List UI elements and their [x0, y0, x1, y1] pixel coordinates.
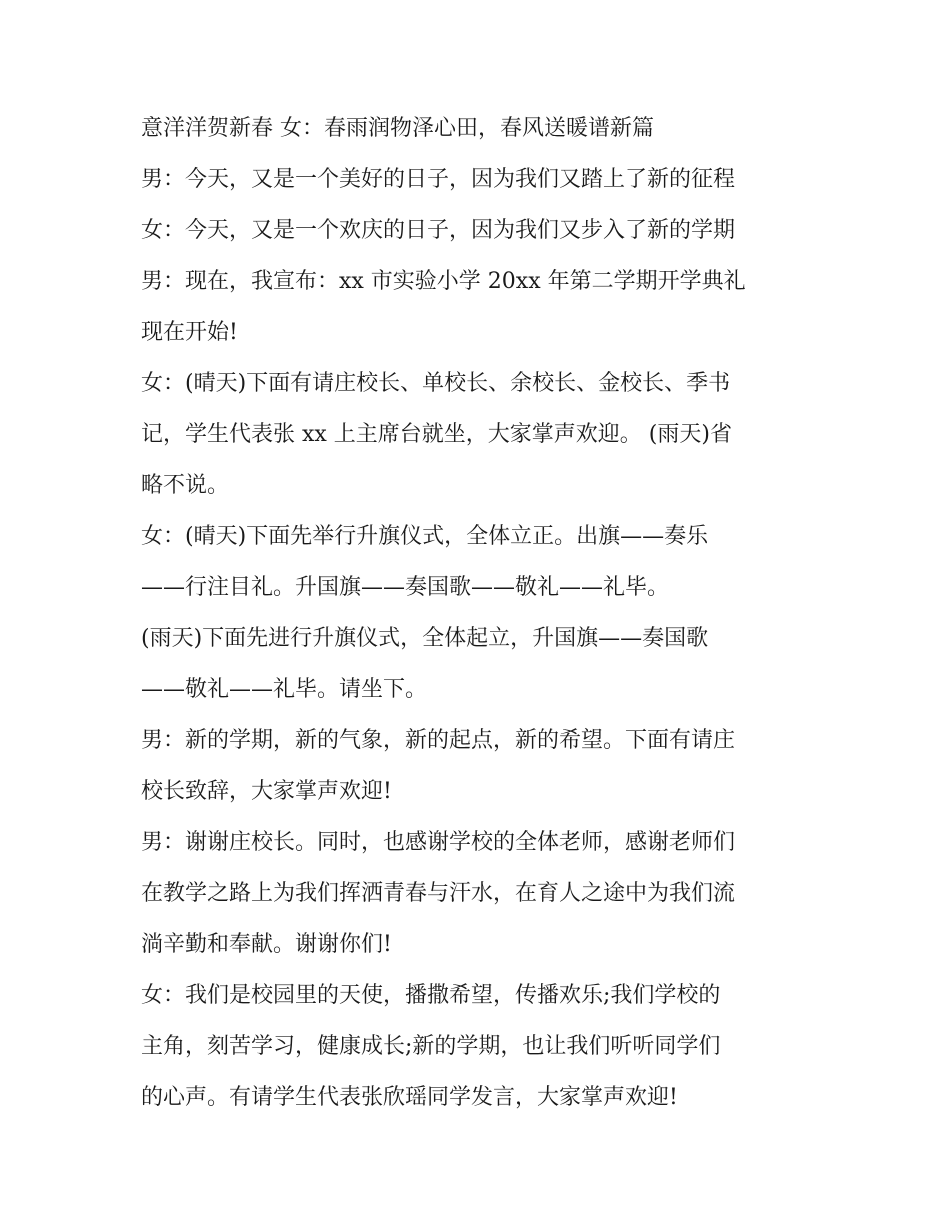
- text-line: ——行注目礼。升国旗——奏国歌——敬礼——礼毕。: [141, 575, 670, 600]
- text-line: 主角，刻苦学习，健康成长;新的学期，也让我们听听同学们: [141, 1034, 721, 1059]
- text-line: (雨天)下面先进行升旗仪式，全体起立，升国旗——奏国歌: [141, 626, 709, 651]
- text-line: 的心声。有请学生代表张欣瑶同学发言，大家掌声欢迎!: [141, 1085, 678, 1110]
- text-line: 男：谢谢庄校长。同时，也感谢学校的全体老师，感谢老师们: [141, 830, 736, 855]
- text-line: 在教学之路上为我们挥洒青春与汗水，在育人之途中为我们流: [141, 881, 736, 906]
- text-line: 淌辛勤和奉献。谢谢你们!: [141, 932, 392, 957]
- text-line: 男：今天，又是一个美好的日子，因为我们又踏上了新的征程: [141, 167, 736, 192]
- text-line: 略不说。: [141, 473, 230, 498]
- text-line: ——敬礼——礼毕。请坐下。: [141, 677, 428, 702]
- text-line: 男：新的学期，新的气象，新的起点，新的希望。下面有请庄: [141, 728, 736, 753]
- text-line: 女：(晴天)下面先举行升旗仪式，全体立正。出旗——奏乐: [141, 524, 709, 549]
- document-body: [141, 103, 821, 1123]
- text-line: 记，学生代表张 xx 上主席台就坐，大家掌声欢迎。 (雨天)省: [141, 422, 732, 447]
- text-line: 女：我们是校园里的天使，播撒希望，传播欢乐;我们学校的: [141, 983, 721, 1008]
- text-line: 女：(晴天)下面有请庄校长、单校长、余校长、金校长、季书: [141, 371, 731, 396]
- text-line: 男：现在，我宣布：xx 市实验小学 20xx 年第二学期开学典礼: [141, 269, 746, 294]
- text-line: 女：今天，又是一个欢庆的日子，因为我们又步入了新的学期: [141, 218, 736, 243]
- text-line: 现在开始!: [141, 320, 238, 345]
- text-line: 校长致辞，大家掌声欢迎!: [141, 779, 392, 804]
- text-line: 意洋洋贺新春 女：春雨润物泽心田，春风送暖谱新篇: [141, 116, 654, 141]
